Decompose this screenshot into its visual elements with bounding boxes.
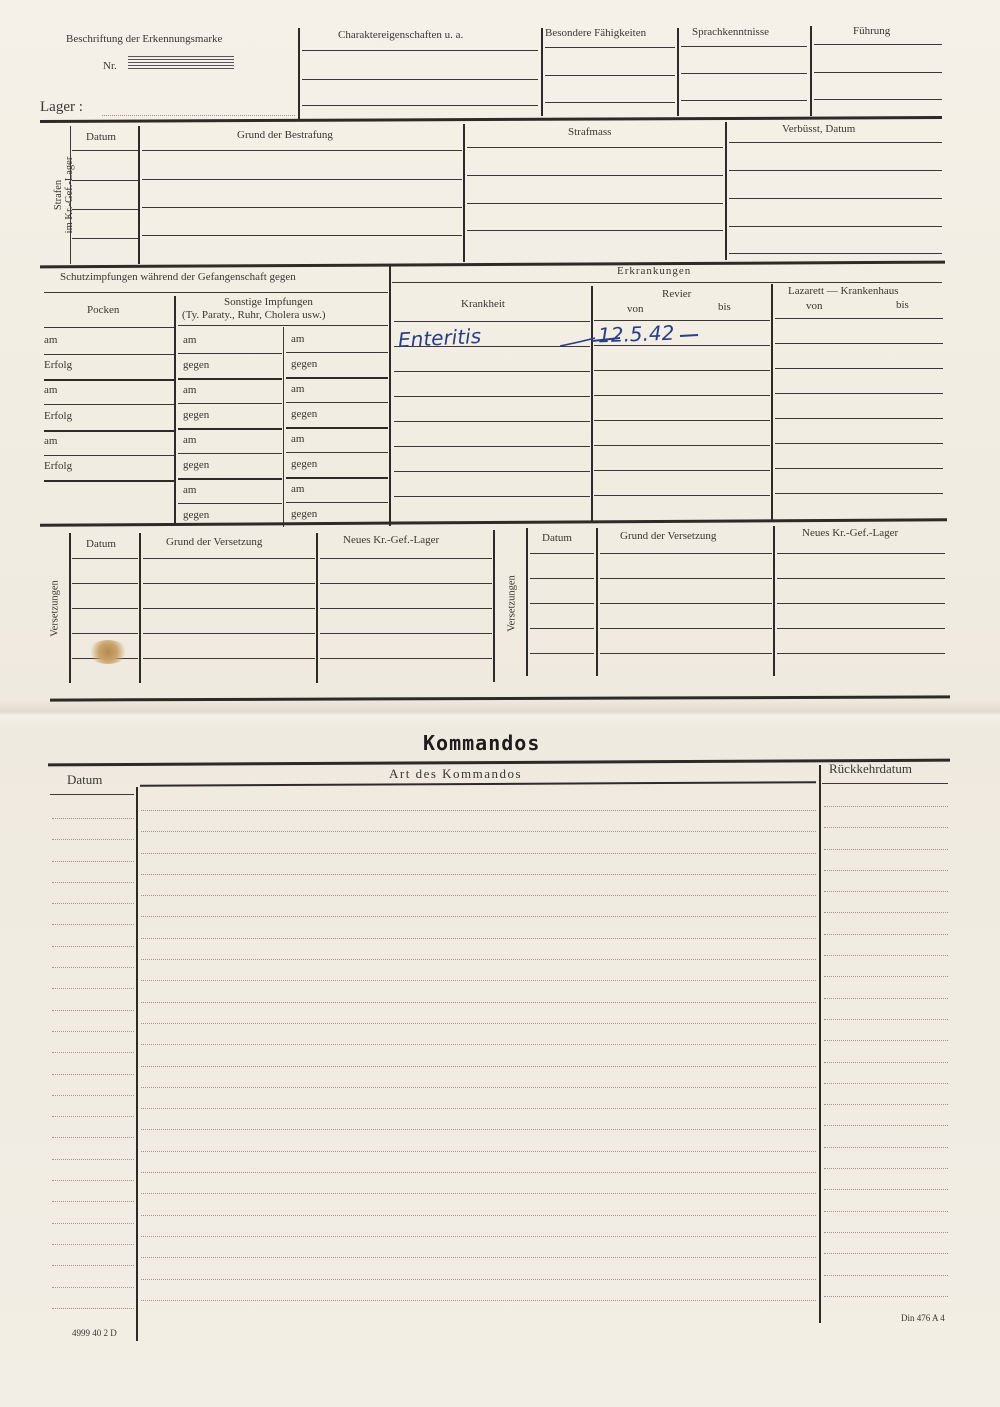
- row-rule: [72, 558, 138, 559]
- other-vacc-col-sub: (Ty. Paraty., Ruhr, Cholera usw.): [182, 309, 326, 321]
- row-rule: [141, 1236, 816, 1237]
- handwritten-date: 12.5.42: [597, 320, 675, 348]
- section-rule: [40, 518, 947, 527]
- row-rule: [141, 1300, 816, 1301]
- rule: [775, 318, 943, 319]
- other-vacc-row-right: gegen: [291, 408, 318, 420]
- transfers-col-reason-left: Grund der Versetzung: [166, 536, 263, 548]
- row-rule: [824, 891, 948, 892]
- rule: [142, 235, 462, 236]
- row-rule: [52, 1010, 134, 1011]
- row-rule: [594, 495, 770, 496]
- hospital-from-col: von: [806, 300, 823, 312]
- row-rule: [824, 955, 948, 956]
- row-rule: [52, 946, 134, 947]
- rule: [142, 150, 462, 151]
- row-rule: [178, 478, 282, 480]
- row-rule: [600, 628, 772, 629]
- row-rule: [394, 421, 590, 422]
- revier-col: Revier: [662, 288, 692, 300]
- rule: [545, 75, 675, 76]
- row-rule: [286, 377, 388, 379]
- row-rule: [141, 1151, 816, 1152]
- rule: [50, 794, 134, 795]
- row-rule: [286, 452, 388, 453]
- row-rule: [824, 1062, 948, 1063]
- row-rule: [777, 553, 945, 554]
- row-rule: [141, 980, 816, 981]
- character-label: Charaktereigenschaften u. a.: [338, 29, 464, 41]
- rule: [467, 230, 723, 231]
- rule: [814, 99, 942, 100]
- row-rule: [320, 658, 492, 659]
- row-rule: [178, 378, 282, 380]
- row-rule: [775, 418, 943, 419]
- smallpox-row-label: Erfolg: [44, 460, 73, 472]
- rule: [594, 320, 770, 321]
- divider: [819, 765, 821, 1323]
- section-rule: [40, 261, 945, 269]
- row-rule: [320, 558, 492, 559]
- row-rule: [141, 1215, 816, 1216]
- other-vacc-row-right: am: [291, 433, 305, 445]
- row-rule: [52, 1031, 134, 1032]
- row-rule: [52, 1137, 134, 1138]
- row-rule: [594, 445, 770, 446]
- row-rule: [824, 1296, 948, 1297]
- transfers-side-label-right: Versetzungen: [506, 575, 518, 632]
- row-rule: [52, 1244, 134, 1245]
- transfers-side-label-left: Versetzungen: [49, 580, 61, 637]
- row-rule: [178, 453, 282, 454]
- row-rule: [775, 393, 943, 394]
- row-rule: [824, 1147, 948, 1148]
- row-rule: [141, 1066, 816, 1067]
- row-rule: [600, 578, 772, 579]
- dog-tag-label: Beschriftung der Erkennungsmarke: [66, 33, 223, 45]
- divider: [596, 528, 598, 676]
- row-rule: [777, 578, 945, 579]
- punishments-col-reason: Grund der Bestrafung: [237, 129, 333, 141]
- row-rule: [141, 959, 816, 960]
- other-vacc-row-left: am: [183, 434, 197, 446]
- rule: [72, 150, 138, 151]
- row-rule: [44, 379, 174, 381]
- rule: [302, 50, 538, 51]
- row-rule: [824, 827, 948, 828]
- row-rule: [141, 1193, 816, 1194]
- row-rule: [777, 603, 945, 604]
- form-number: 4999 40 2 D: [72, 1328, 117, 1338]
- row-rule: [52, 1223, 134, 1224]
- vaccinations-title: Schutzimpfungen während der Gefangenschaft gegen: [60, 271, 296, 283]
- row-rule: [52, 1116, 134, 1117]
- row-rule: [52, 818, 134, 819]
- rule: [140, 781, 816, 787]
- row-rule: [824, 976, 948, 977]
- row-rule: [143, 558, 315, 559]
- row-rule: [824, 1211, 948, 1212]
- row-rule: [777, 653, 945, 654]
- row-rule: [600, 653, 772, 654]
- row-rule: [286, 502, 388, 503]
- nr-label: Nr.: [103, 60, 117, 72]
- rule: [729, 198, 942, 199]
- row-rule: [52, 1265, 134, 1266]
- row-rule: [824, 1189, 948, 1190]
- other-vacc-row-right: am: [291, 333, 305, 345]
- section-rule: [40, 116, 942, 123]
- punishments-col-measure: Strafmass: [568, 126, 612, 138]
- row-rule: [178, 403, 282, 404]
- row-rule: [394, 371, 590, 372]
- kommandos-col-type: Art des Kommandos: [389, 766, 523, 781]
- other-vacc-row-left: am: [183, 334, 197, 346]
- abilities-label: Besondere Fähigkeiten: [545, 27, 647, 39]
- divider: [138, 126, 140, 264]
- row-rule: [141, 1044, 816, 1045]
- row-rule: [594, 470, 770, 471]
- smallpox-row-label: am: [44, 334, 58, 346]
- row-rule: [141, 831, 816, 832]
- kommandos-col-return: Rückkehrdatum: [829, 761, 913, 776]
- rule: [729, 226, 942, 227]
- row-rule: [775, 368, 943, 369]
- divider: [773, 526, 775, 676]
- row-rule: [824, 1232, 948, 1233]
- rule: [729, 142, 942, 143]
- row-rule: [52, 1159, 134, 1160]
- row-rule: [178, 428, 282, 430]
- row-rule: [775, 493, 943, 494]
- rule: [467, 147, 723, 148]
- row-rule: [824, 1104, 948, 1105]
- divider: [725, 122, 727, 260]
- row-rule: [600, 553, 772, 554]
- rule: [44, 327, 174, 328]
- rule: [814, 72, 942, 73]
- divider: [174, 296, 176, 526]
- paper-stain: [88, 640, 128, 664]
- row-rule: [824, 806, 948, 807]
- row-rule: [824, 870, 948, 871]
- rule: [302, 79, 538, 80]
- punishments-side-label: Strafen im Kr.-Gef.-Lager: [53, 156, 75, 234]
- row-rule: [594, 370, 770, 371]
- row-rule: [824, 1275, 948, 1276]
- rule: [44, 292, 388, 293]
- lager-field[interactable]: [102, 115, 295, 116]
- divider: [526, 528, 528, 676]
- row-rule: [44, 455, 174, 456]
- row-rule: [320, 608, 492, 609]
- row-rule: [52, 1052, 134, 1053]
- row-rule: [178, 503, 282, 504]
- row-rule: [394, 471, 590, 472]
- paper-fold: [0, 700, 1000, 726]
- row-rule: [141, 1023, 816, 1024]
- row-rule: [530, 628, 594, 629]
- row-rule: [52, 903, 134, 904]
- row-rule: [824, 1019, 948, 1020]
- divider: [389, 266, 391, 526]
- smallpox-row-label: Erfolg: [44, 410, 73, 422]
- other-vacc-row-left: am: [183, 484, 197, 496]
- row-rule: [141, 1279, 816, 1280]
- rule: [142, 207, 462, 208]
- divider: [541, 28, 543, 116]
- row-rule: [52, 1308, 134, 1309]
- row-rule: [44, 480, 174, 482]
- transfers-col-camp-right: Neues Kr.-Gef.-Lager: [802, 527, 899, 539]
- row-rule: [286, 352, 388, 353]
- transfers-col-date-left: Datum: [86, 538, 116, 550]
- row-rule: [141, 1172, 816, 1173]
- row-rule: [530, 553, 594, 554]
- rule: [72, 209, 138, 210]
- nr-field[interactable]: [128, 56, 234, 70]
- divider: [493, 530, 495, 682]
- row-rule: [141, 1002, 816, 1003]
- other-vacc-row-left: gegen: [183, 459, 210, 471]
- row-rule: [52, 882, 134, 883]
- rule: [394, 321, 590, 322]
- rule: [545, 102, 675, 103]
- row-rule: [824, 1125, 948, 1126]
- row-rule: [320, 633, 492, 634]
- divider: [298, 28, 300, 120]
- rule: [545, 47, 675, 48]
- row-rule: [594, 420, 770, 421]
- other-vacc-row-right: am: [291, 383, 305, 395]
- din-label: Din 476 A 4: [901, 1313, 945, 1323]
- other-vacc-row-left: gegen: [183, 509, 210, 521]
- divider: [283, 327, 284, 527]
- row-rule: [44, 404, 174, 405]
- row-rule: [52, 1287, 134, 1288]
- row-rule: [52, 967, 134, 968]
- other-vacc-row-right: gegen: [291, 358, 318, 370]
- row-rule: [141, 895, 816, 896]
- row-rule: [320, 583, 492, 584]
- kommandos-col-date: Datum: [67, 772, 103, 787]
- row-rule: [141, 1087, 816, 1088]
- row-rule: [141, 1257, 816, 1258]
- other-vacc-row-right: am: [291, 483, 305, 495]
- divider: [810, 26, 812, 116]
- row-rule: [52, 988, 134, 989]
- row-rule: [52, 1180, 134, 1181]
- rule: [814, 44, 942, 45]
- handwritten-strokes: [520, 328, 720, 358]
- rule: [467, 175, 723, 176]
- row-rule: [141, 916, 816, 917]
- smallpox-row-label: am: [44, 435, 58, 447]
- divider: [677, 28, 679, 116]
- row-rule: [52, 861, 134, 862]
- row-rule: [824, 912, 948, 913]
- row-rule: [143, 658, 315, 659]
- smallpox-row-label: Erfolg: [44, 359, 73, 371]
- divider: [316, 533, 318, 683]
- transfers-col-date-right: Datum: [542, 532, 572, 544]
- rule: [729, 253, 942, 254]
- row-rule: [286, 427, 388, 429]
- row-rule: [594, 395, 770, 396]
- row-rule: [824, 1253, 948, 1254]
- row-rule: [775, 343, 943, 344]
- other-vacc-row-right: gegen: [291, 508, 318, 520]
- row-rule: [143, 608, 315, 609]
- divider: [771, 284, 773, 520]
- other-vacc-row-right: gegen: [291, 458, 318, 470]
- transfers-col-reason-right: Grund der Versetzung: [620, 530, 717, 542]
- handwritten-illness: Enteritis: [397, 323, 482, 353]
- rule: [681, 100, 807, 101]
- row-rule: [143, 583, 315, 584]
- row-rule: [44, 430, 174, 432]
- conduct-label: Führung: [853, 25, 891, 37]
- kommandos-title: Kommandos: [423, 731, 541, 755]
- row-rule: [72, 608, 138, 609]
- other-vacc-col: Sonstige Impfungen: [224, 296, 313, 308]
- divider: [70, 126, 71, 264]
- transfers-col-camp-left: Neues Kr.-Gef.-Lager: [343, 534, 440, 546]
- other-vacc-row-left: am: [183, 384, 197, 396]
- divider: [463, 124, 465, 262]
- row-rule: [777, 628, 945, 629]
- row-rule: [775, 443, 943, 444]
- rule: [467, 203, 723, 204]
- rule: [822, 783, 948, 784]
- row-rule: [52, 1201, 134, 1202]
- divider: [591, 286, 593, 522]
- rule: [681, 73, 807, 74]
- row-rule: [824, 1168, 948, 1169]
- hospital-col: Lazarett — Krankenhaus: [788, 285, 899, 297]
- row-rule: [530, 578, 594, 579]
- row-rule: [775, 468, 943, 469]
- row-rule: [824, 1040, 948, 1041]
- row-rule: [72, 633, 138, 634]
- rule: [392, 282, 942, 283]
- row-rule: [394, 496, 590, 497]
- rule: [72, 238, 138, 239]
- revier-from-col: von: [627, 303, 644, 315]
- row-rule: [286, 402, 388, 403]
- other-vacc-row-left: gegen: [183, 359, 210, 371]
- row-rule: [141, 853, 816, 854]
- row-rule: [530, 603, 594, 604]
- illnesses-title: Erkrankungen: [617, 265, 692, 277]
- row-rule: [141, 1108, 816, 1109]
- languages-label: Sprachkenntnisse: [692, 26, 769, 38]
- divider: [69, 533, 71, 683]
- divider: [136, 787, 138, 1341]
- row-rule: [286, 477, 388, 479]
- smallpox-col: Pocken: [87, 304, 120, 316]
- row-rule: [52, 839, 134, 840]
- row-rule: [72, 583, 138, 584]
- row-rule: [394, 396, 590, 397]
- row-rule: [824, 1083, 948, 1084]
- rule: [142, 179, 462, 180]
- row-rule: [44, 354, 174, 355]
- row-rule: [52, 1095, 134, 1096]
- punishments-col-served: Verbüsst, Datum: [782, 123, 856, 135]
- row-rule: [143, 633, 315, 634]
- rule: [302, 105, 538, 106]
- row-rule: [141, 810, 816, 811]
- rule: [178, 325, 388, 326]
- divider: [139, 533, 141, 683]
- row-rule: [141, 1129, 816, 1130]
- row-rule: [178, 353, 282, 354]
- smallpox-row-label: am: [44, 384, 58, 396]
- rule: [681, 46, 807, 47]
- revier-to-col: bis: [718, 301, 731, 313]
- illness-col: Krankheit: [461, 298, 505, 310]
- row-rule: [52, 924, 134, 925]
- rule: [729, 170, 942, 171]
- row-rule: [824, 849, 948, 850]
- row-rule: [394, 446, 590, 447]
- row-rule: [824, 934, 948, 935]
- row-rule: [52, 1074, 134, 1075]
- lager-label: Lager :: [40, 99, 83, 115]
- other-vacc-row-left: gegen: [183, 409, 210, 421]
- rule: [72, 180, 138, 181]
- row-rule: [600, 603, 772, 604]
- row-rule: [530, 653, 594, 654]
- hospital-to-col: bis: [896, 299, 909, 311]
- row-rule: [824, 998, 948, 999]
- row-rule: [141, 874, 816, 875]
- punishments-col-date: Datum: [86, 131, 116, 143]
- row-rule: [141, 938, 816, 939]
